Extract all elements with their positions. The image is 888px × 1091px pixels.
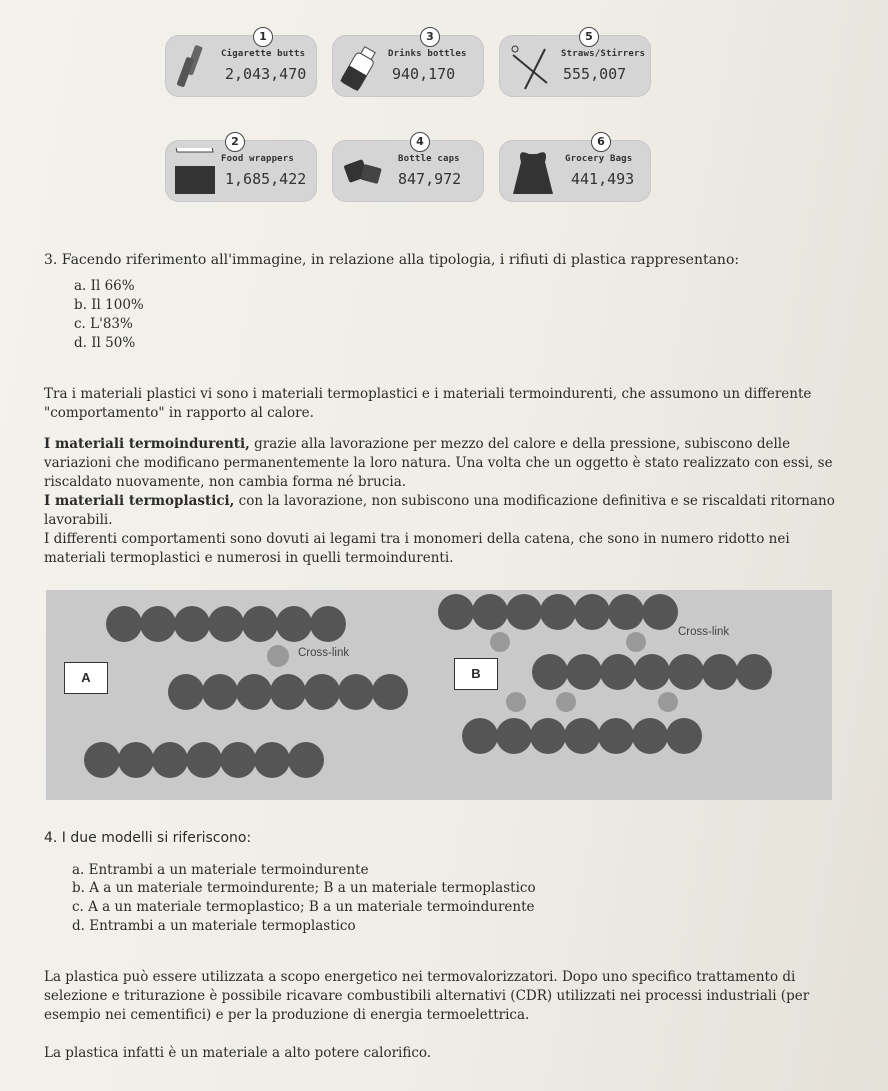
intro-paragraph: Tra i materiali plastici vi sono i materiali termoplastici e i materiali termoindurenti, che assumono un differente "comportamento" in rapporto al calore. [44, 386, 812, 421]
q4-option-b[interactable]: b. A a un materiale termoindurente; B a un materiale termoplastico [72, 880, 536, 896]
stat-card-cigarette-butts [165, 30, 317, 97]
q3-option-d[interactable]: d. Il 50% [74, 335, 136, 351]
model-b-label: B [454, 658, 498, 690]
chain-b-bottom [462, 718, 702, 754]
stat-number: 3 [420, 27, 440, 47]
stat-number: 1 [253, 27, 273, 47]
stat-value: 940,170 [392, 65, 456, 83]
bottle-cap-icon [340, 148, 388, 196]
stat-card-straws-stirrers [499, 30, 651, 97]
q3-option-b[interactable]: b. Il 100% [74, 297, 144, 313]
thermoplastic-text: con la lavorazione, non subiscono una modificazione definitiva e se riscaldati ritornano lavorabili. [44, 493, 835, 528]
stat-label: Drinks bottles [388, 49, 467, 59]
stat-value: 2,043,470 [225, 65, 307, 83]
bonds-paragraph: I differenti comportamenti sono dovuti ai legami tra i monomeri della catena, che sono in numero ridotto nei materiali termoplastici e numerosi in quelli termoindurenti. [44, 531, 790, 566]
q3-option-c[interactable]: c. L'83% [74, 316, 133, 332]
stat-label: Straws/Stirrers [561, 49, 646, 59]
question-4: 4. I due modelli si riferiscono: [44, 830, 252, 846]
calorific-paragraph: La plastica infatti è un materiale a alto potere calorifico. [44, 1045, 432, 1061]
bottle-icon [340, 43, 380, 91]
q4-option-a[interactable]: a. Entrambi a un materiale termoindurente [72, 862, 369, 878]
thermoplastic-heading: I materiali termoplastici, [44, 493, 235, 509]
chain-a-bottom [84, 742, 324, 778]
q4-option-d[interactable]: d. Entrambi a un materiale termoplastico [72, 918, 356, 934]
stat-card-food-wrappers [165, 135, 317, 202]
wrapper-icon [173, 148, 223, 200]
polymer-chains-drawing [46, 590, 832, 800]
stat-label: Food wrappers [221, 154, 295, 164]
chain-a-top [106, 606, 346, 642]
chain-b-top [438, 594, 678, 630]
energy-paragraph: La plastica può essere utilizzata a scopo energetico nei termovalorizzatori. Dopo uno specifico trattamento di selezione e triturazione è possibile ricavare combustibili alternativi (CDR) utilizzati nei processi industriali (per esempio nei cementifici) e per la produzione di energia termoelettrica. [44, 969, 810, 1023]
thermosetting-text: grazie alla lavorazione per mezzo del calore e della pressione, subiscono delle variazioni che modificano permanentemente la loro natura. Una volta che un oggetto è stato realizzato con essi, se riscaldato nuovamente, non cambia forma né brucia. [44, 436, 833, 490]
thermosetting-paragraph [44, 435, 844, 492]
chain-b-middle [532, 654, 772, 690]
stat-value: 555,007 [563, 65, 627, 83]
straw-icon [507, 43, 551, 91]
chain-a-middle [168, 674, 408, 710]
crosslink-b-label: Cross-link [678, 626, 730, 638]
crosslink-a-label: Cross-link [298, 647, 350, 659]
q3-option-a[interactable]: a. Il 66% [74, 278, 135, 294]
stat-label: Grocery Bags [565, 154, 633, 164]
stat-label: Bottle caps [398, 154, 460, 164]
q4-option-c[interactable]: c. A a un materiale termoplastico; B a un materiale termoindurente [72, 899, 535, 915]
stat-card-grocery-bags [499, 135, 651, 202]
stat-value: 441,493 [571, 170, 635, 188]
stat-card-drinks-bottles [332, 30, 484, 97]
thermosetting-heading: I materiali termoindurenti, [44, 436, 250, 452]
model-a-label: A [64, 662, 108, 694]
question-3: 3. Facendo riferimento all'immagine, in relazione alla tipologia, i rifiuti di plastica rappresentano: [44, 252, 740, 268]
stat-number: 4 [410, 132, 430, 152]
stat-number: 2 [225, 132, 245, 152]
grocery-bag-icon [507, 148, 559, 200]
stat-value: 1,685,422 [225, 170, 307, 188]
polymer-diagram [46, 590, 832, 800]
stat-card-bottle-caps [332, 135, 484, 202]
stat-number: 6 [591, 132, 611, 152]
crosslink-a-bead [267, 645, 289, 667]
stat-label: Cigarette butts [221, 49, 306, 59]
stat-value: 847,972 [398, 170, 462, 188]
cigarette-icon [173, 43, 213, 91]
stat-number: 5 [579, 27, 599, 47]
thermoplastic-paragraph [44, 492, 844, 530]
